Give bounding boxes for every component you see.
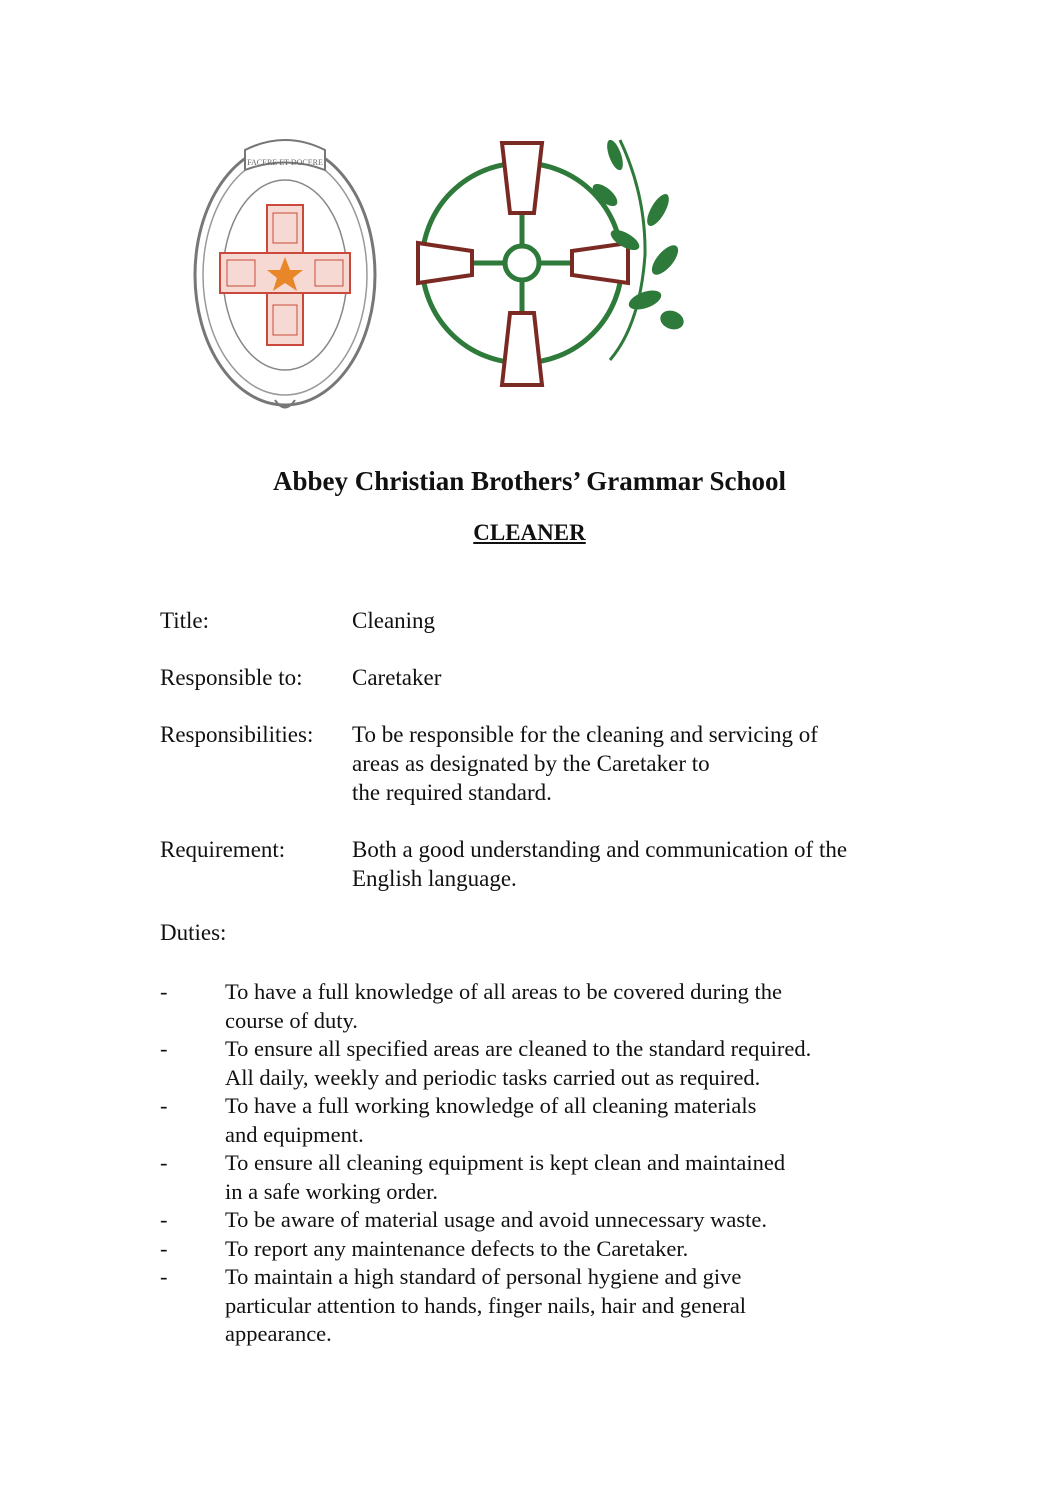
list-item-line: To report any maintenance defects to the Caretaker. [225, 1235, 689, 1261]
list-dash: - [160, 1235, 168, 1261]
field-label: Responsibilities: [160, 722, 314, 747]
list-item [160, 1149, 811, 1206]
list-item [160, 1235, 811, 1264]
list-dash: - [160, 1093, 168, 1118]
field-label: Responsible to: [160, 665, 303, 690]
list-item-line: To ensure all cleaning equipment is kept clean and maintained [225, 1150, 786, 1175]
list-item-line: appearance. [225, 1321, 332, 1346]
school-name: Abbey Christian Brothers’ Grammar School [273, 466, 786, 496]
document-title: CLEANER [473, 520, 586, 545]
field-value [352, 663, 912, 692]
list-dash: - [160, 1207, 168, 1232]
field-label: Requirement: [160, 837, 286, 862]
field-value [352, 720, 912, 807]
field-value-line: areas as designated by the Caretaker to [352, 751, 710, 776]
duties-heading: Duties: [160, 920, 227, 945]
list-dash: - [160, 979, 168, 1004]
field-value-line: To be responsible for the cleaning and servicing of [352, 722, 818, 747]
list-item-line: To ensure all specified areas are cleaned to the standard required. [225, 1036, 812, 1061]
field-value-line: Cleaning [352, 608, 436, 633]
field-value-line: English language. [352, 866, 517, 891]
list-item [160, 1206, 811, 1235]
field-value-line: the required standard. [352, 780, 552, 805]
field-value-line: Both a good understanding and communication of the [352, 837, 848, 862]
list-item-line: All daily, weekly and periodic tasks carried out as required. [225, 1064, 761, 1090]
duties-list [160, 978, 811, 1349]
list-item [160, 978, 811, 1035]
field-value [352, 835, 912, 893]
list-item-line: course of duty. [225, 1007, 358, 1033]
list-item-line: To have a full working knowledge of all cleaning materials [225, 1093, 757, 1118]
crest-logo [185, 125, 385, 415]
list-item [160, 1035, 811, 1092]
field-label: Title: [160, 608, 210, 633]
list-item-line: particular attention to hands, finger nails, hair and general [225, 1292, 747, 1318]
celtic-cross-logo [410, 135, 700, 400]
field-value [352, 606, 912, 635]
list-item [160, 1263, 811, 1349]
list-item-line: and equipment. [225, 1121, 364, 1147]
list-item [160, 1092, 811, 1149]
field-value-line: Caretaker [352, 665, 442, 690]
list-item-line: in a safe working order. [225, 1178, 439, 1204]
logo-area [0, 0, 1059, 440]
list-dash: - [160, 1150, 168, 1175]
list-dash: - [160, 1264, 168, 1289]
list-item-line: To have a full knowledge of all areas to be covered during the [225, 979, 782, 1004]
list-item-line: To be aware of material usage and avoid unnecessary waste. [225, 1207, 767, 1232]
list-item-line: To maintain a high standard of personal hygiene and give [225, 1264, 742, 1289]
svg-text:FACERE ET DOCERE: FACERE ET DOCERE [247, 158, 323, 167]
list-dash: - [160, 1036, 168, 1061]
